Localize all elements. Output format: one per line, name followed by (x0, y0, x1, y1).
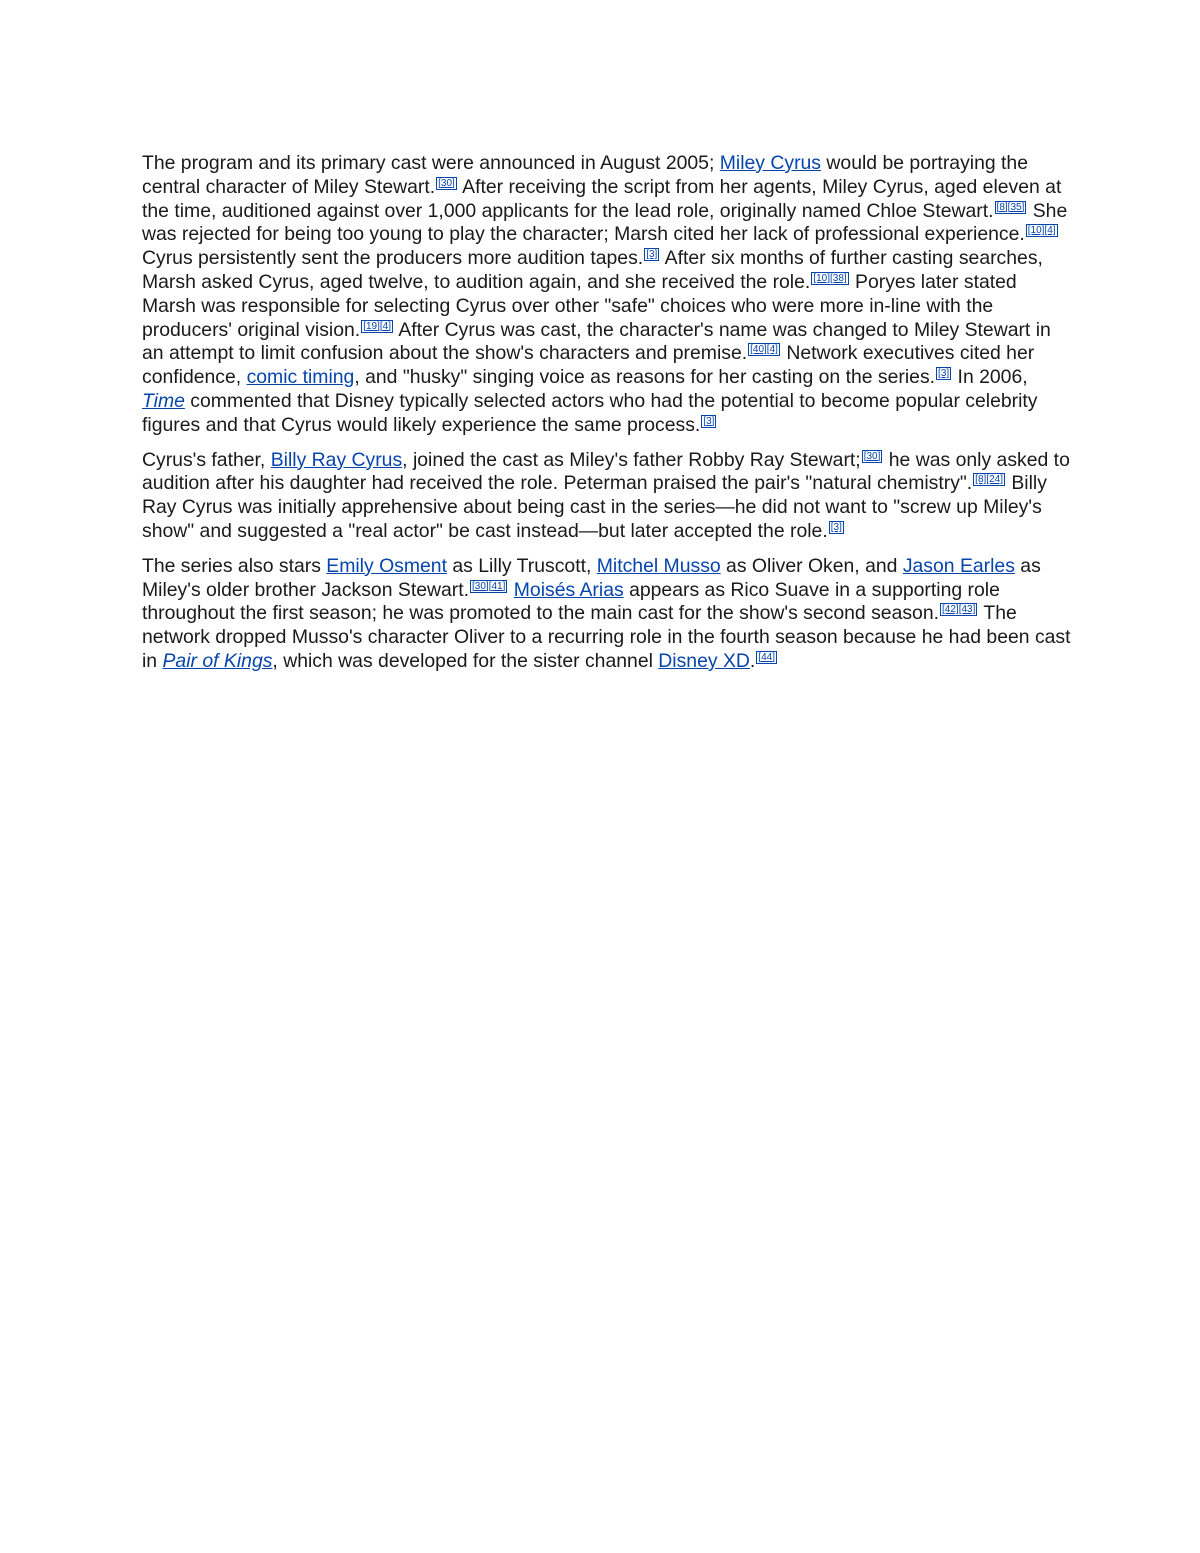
text-run: he was only asked to audition after his daughter had received the role. Peterman praised the pair's "natural chemistry". (142, 448, 1070, 495)
text-run: as Oliver Oken, and (720, 554, 903, 577)
text-run: In 2006, (952, 366, 1028, 389)
citation-ref[interactable]: [3] (830, 521, 842, 533)
paragraph-father (142, 449, 1072, 544)
citation-ref[interactable]: [30] (438, 177, 455, 189)
text-run: Cyrus persistently sent the producers more audition tapes. (142, 247, 644, 270)
citation-ref[interactable]: [42][43] (942, 604, 976, 616)
text-run: After receiving the script from her agents, Miley Cyrus, aged eleven at the time, auditioned against over 1,000 applicants for the lead role, originally named Chloe Stewart. (142, 175, 1062, 222)
text-run: as Miley's older brother Jackson Stewart. (142, 554, 1041, 601)
citation-ref[interactable]: [8][35] (996, 201, 1025, 213)
wiki-link[interactable]: Miley Cyrus (719, 152, 822, 174)
wiki-link[interactable]: Time (142, 389, 185, 412)
text-run: She was rejected for being too young to play the character; Marsh cited her lack of professional experience. (142, 199, 1068, 246)
text-run: commented that Disney typically selected actors who had the potential to become popular celebrity figures and that Cyrus would likely experience the same process. (142, 389, 1038, 436)
text-run: . (749, 649, 756, 672)
citation-ref[interactable]: [30][41] (472, 580, 506, 592)
text-run: would be portraying the central character of Miley Stewart. (142, 152, 1028, 198)
text-run: as Lilly Truscott, (446, 554, 597, 577)
citation-ref[interactable]: [40][4] (750, 344, 778, 356)
citation-ref[interactable]: [3] (646, 249, 658, 261)
wiki-link[interactable]: Disney XD (658, 649, 750, 672)
text-run: After Cyrus was cast, the character's name was changed to Miley Stewart in an attempt to limit confusion about the show's characters and premise. (142, 318, 1051, 365)
text-run: Network executives cited her confidence, (142, 342, 1035, 389)
text-run: , which was developed for the sister channel (272, 649, 659, 672)
text-run: Poryes later stated Marsh was responsible for selecting Cyrus over other "safe" choices who were more in-line with the producers' original vision. (142, 270, 1017, 341)
citation-ref[interactable]: [8][24] (975, 474, 1003, 486)
wiki-link[interactable]: Moisés Arias (513, 578, 624, 601)
paragraph-casting (142, 152, 1072, 438)
citation-ref[interactable]: [19][4] (363, 320, 391, 332)
citation-ref[interactable]: [44] (758, 651, 775, 663)
text-run: , and "husky" singing voice as reasons for her casting on the series. (354, 366, 936, 389)
text-run: After six months of further casting searches, Marsh asked Cyrus, aged twelve, to audition again, and she received the role. (142, 247, 1043, 293)
text-run: The network dropped Musso's character Oliver to a recurring role in the fourth season because he had been cast in (142, 602, 1071, 672)
wiki-link[interactable]: Jason Earles (902, 554, 1015, 577)
citation-ref[interactable]: [3] (703, 415, 715, 427)
citation-ref[interactable]: [10][4] (1027, 225, 1056, 237)
wiki-link[interactable]: Pair of Kings (162, 649, 273, 672)
text-run: Cyrus's father, (142, 448, 271, 471)
wiki-link[interactable]: Mitchel Musso (596, 554, 721, 577)
text-run: The program and its primary cast were announced in August 2005; (142, 152, 720, 174)
text-run: The series also stars (142, 554, 327, 577)
citation-ref[interactable]: [10][38] (813, 272, 847, 284)
wiki-link[interactable]: comic timing (246, 366, 355, 389)
wiki-link[interactable]: Emily Osment (326, 554, 447, 577)
text-run: Billy Ray Cyrus was initially apprehensive about being cast in the series—he did not want to "screw up Miley's show" and suggested a "real actor" be cast instead—but later accepted the role. (142, 472, 1047, 542)
wiki-link[interactable]: Billy Ray Cyrus (270, 448, 403, 471)
document-body (142, 152, 1072, 685)
citation-ref[interactable]: [30] (863, 450, 881, 462)
citation-ref[interactable]: [3] (938, 368, 950, 380)
paragraph-costars (142, 555, 1072, 674)
text-run: , joined the cast as Miley's father Robby Ray Stewart; (402, 448, 861, 471)
text-run: appears as Rico Suave in a supporting role throughout the first season; he was promoted to the main cast for the show's second season. (142, 578, 1000, 625)
